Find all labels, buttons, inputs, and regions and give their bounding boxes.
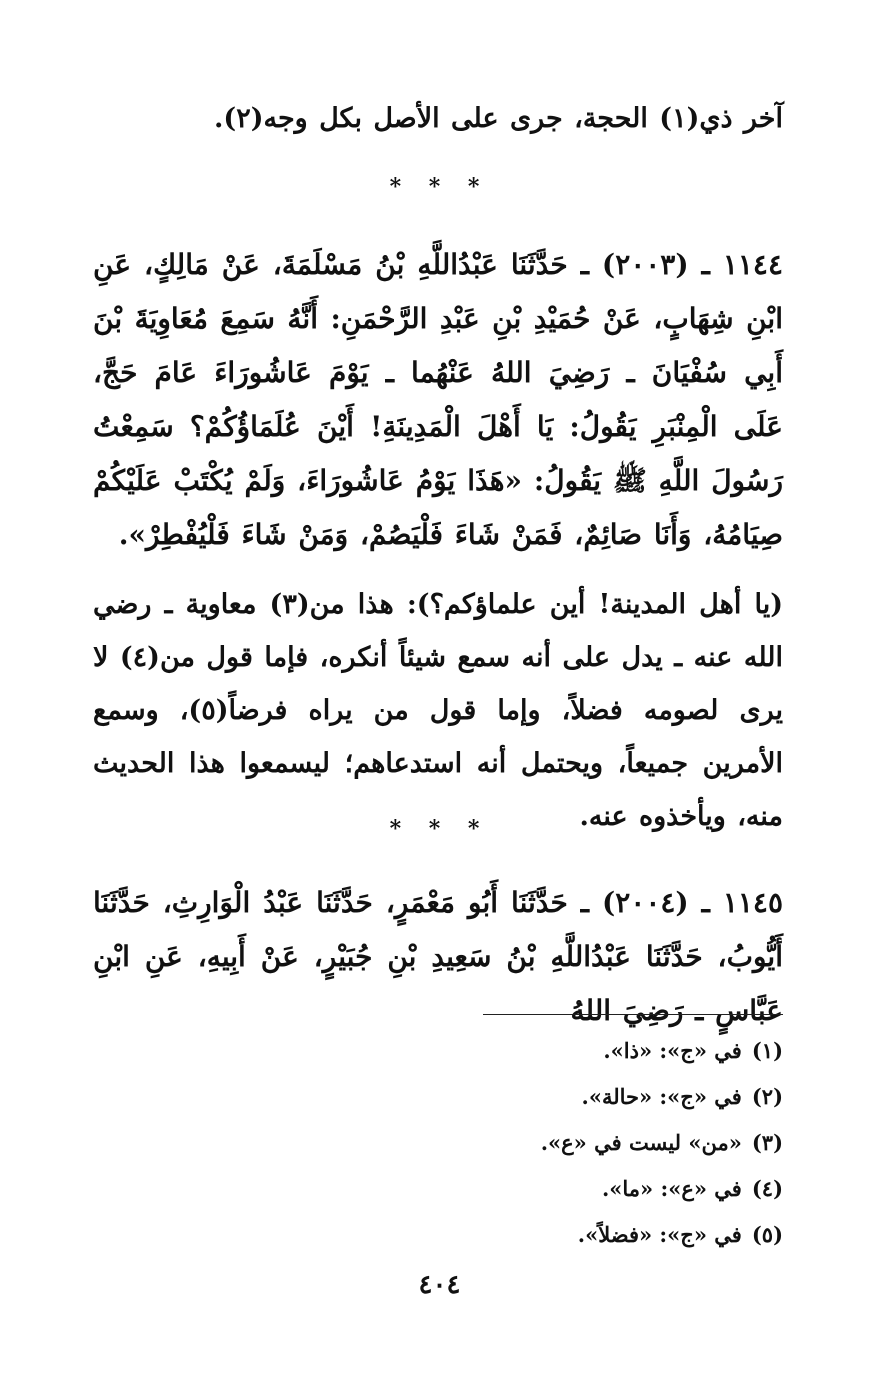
hadith-1144: ١١٤٤ ـ (٢٠٠٣) ـ حَدَّثَنَا عَبْدُاللَّهِ بْنُ مَسْلَمَةَ، عَنْ مَالِكٍ، عَنِ ابْنِ شِهَابٍ، عَنْ حُمَيْدِ بْنِ عَبْدِ الرَّحْمَنِ: أَنَّهُ سَمِعَ مُعَاوِيَةَ بْنَ أَبِي سُفْيَانَ ـ رَضِيَ اللهُ عَنْهُما ـ يَوْمَ عَاشُورَاءَ عَامَ حَجَّ، عَلَى الْمِنْبَرِ يَقُولُ: يَا أَهْلَ الْمَدِينَةِ! أَيْنَ عُلَمَاؤُكُمْ؟ سَمِعْتُ رَسُولَ اللَّهِ ﷺ يَقُولُ: «هَذَا يَوْمُ عَاشُورَاءَ، وَلَمْ يُكْتَبْ عَلَيْكُمْ صِيَامُهُ، وَأَنَا صَائِمٌ، فَمَنْ شَاءَ فَلْيَصُمْ، وَمَنْ شَاءَ فَلْيُفْطِرْ». <box>93 248 783 551</box>
footnotes <box>183 1028 783 1258</box>
footnote-number: (٥) <box>751 1222 783 1247</box>
hadith-1145: ١١٤٥ ـ (٢٠٠٤) ـ حَدَّثَنَا أَبُو مَعْمَرٍ، حَدَّثَنَا عَبْدُ الْوَارِثِ، حَدَّثَنَا أَيُّوبُ، حَدَّثَنَا عَبْدُاللَّهِ بْنُ سَعِيدِ بْنِ جُبَيْرٍ، عَنْ أَبِيهِ، عَنِ ابْنِ عَبَّاسٍ ـ رَضِيَ اللهُ <box>93 886 783 1027</box>
section-separator: * * * <box>389 174 490 200</box>
footnote-number: (٢) <box>751 1084 783 1109</box>
footnote-divider <box>483 1014 783 1015</box>
section-separator: * * * <box>389 816 490 842</box>
footnote-item <box>183 1074 783 1120</box>
footnote-item <box>183 1212 783 1258</box>
footnote-item <box>183 1120 783 1166</box>
footnote-text: في «ج»: «حالة». <box>581 1084 742 1109</box>
footnote-number: (١) <box>751 1038 783 1063</box>
footnote-text: في «ج»: «ذا». <box>603 1038 742 1063</box>
top-line: آخر ذي(١) الحجة، جرى على الأصل بكل وجه(٢). <box>214 103 783 134</box>
footnote-text: في «ج»: «فضلاً». <box>577 1222 742 1247</box>
footnote-item <box>183 1166 783 1212</box>
commentary-paragraph: (يا أهل المدينة! أين علماؤكم؟): هذا من(٣) معاوية ـ رضي الله عنه ـ يدل على أنه سمع شيئاً أنكره، فإما قول من(٤) لا يرى لصومه فضلاً، وإما قول من يراه فرضاً(٥)، وسمع الأمرين جميعاً، ويحتمل أنه استدعاهم؛ ليسمعوا هذا الحديث منه، ويأخذوه عنه. <box>93 589 784 832</box>
footnote-item <box>183 1028 783 1074</box>
footnote-text: في «ع»: «ما». <box>601 1176 742 1201</box>
footnote-number: (٣) <box>751 1130 783 1155</box>
page-number: ٤٠٤ <box>418 1270 461 1300</box>
footnote-text: «من» ليست في «ع». <box>540 1130 742 1155</box>
footnote-number: (٤) <box>751 1176 783 1201</box>
